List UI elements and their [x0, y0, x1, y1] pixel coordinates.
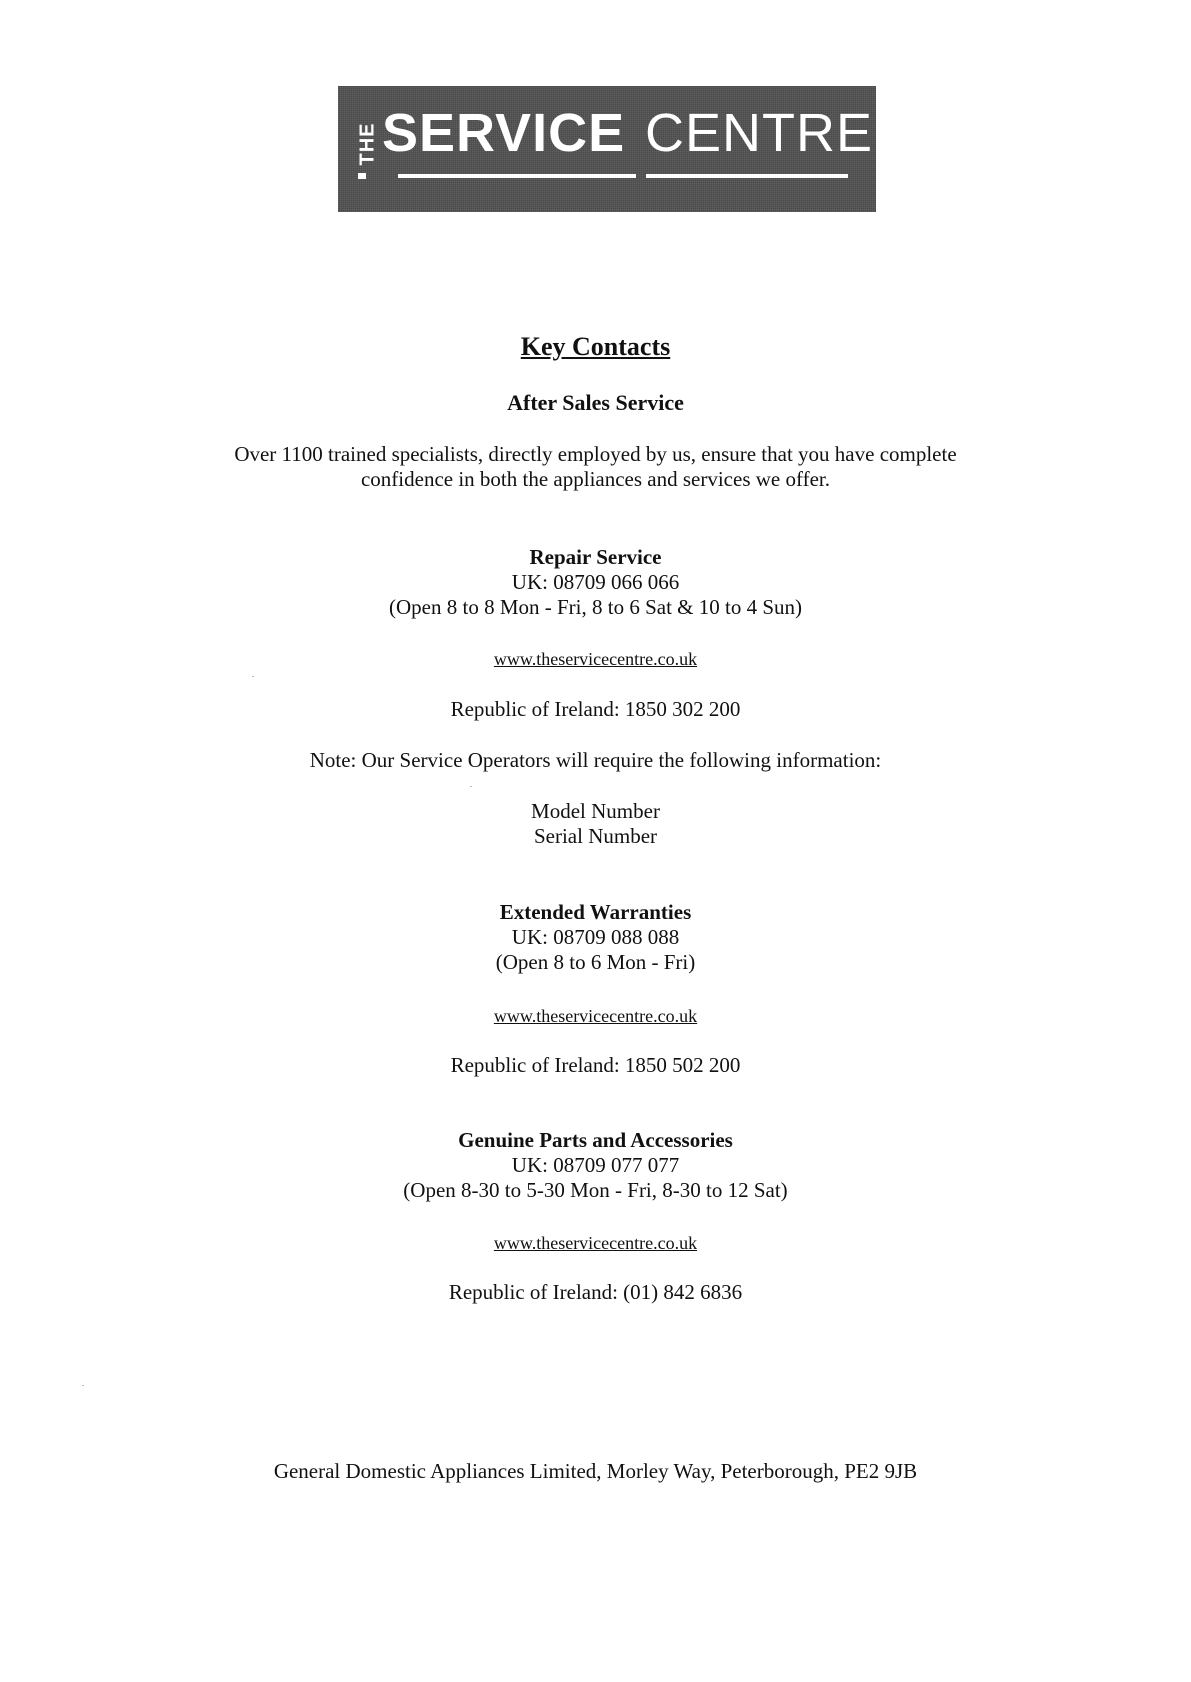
note-item-serial-number: Serial Number — [533, 824, 658, 848]
logo-rule-right — [646, 174, 848, 178]
service-centre-logo — [338, 86, 876, 212]
logo-rule-left — [398, 174, 636, 178]
logo-the-label: THE — [356, 122, 379, 166]
warranties-ireland-phone: Republic of Ireland: 1850 502 200 — [450, 1053, 741, 1077]
repair-opening-hours: (Open 8 to 8 Mon - Fri, 8 to 6 Sat & 10 to 4 Sun) — [389, 595, 802, 619]
scan-speck — [82, 1385, 84, 1386]
logo-dot — [358, 173, 366, 179]
warranties-opening-hours: (Open 8 to 6 Mon - Fri) — [495, 950, 696, 974]
footer-address: General Domestic Appliances Limited, Morley Way, Peterborough, PE2 9JB — [273, 1459, 918, 1483]
after-sales-intro-line2: confidence in both the appliances and services we offer. — [360, 467, 830, 491]
page-title: Key Contacts — [520, 332, 671, 361]
note-item-model-number: Model Number — [531, 799, 660, 823]
repair-website-link[interactable]: www.theservicecentre.co.uk — [493, 649, 698, 669]
warranties-website-link[interactable]: www.theservicecentre.co.uk — [493, 1006, 698, 1026]
repair-service-heading: Repair Service — [529, 545, 662, 569]
repair-uk-phone: UK: 08709 066 066 — [511, 570, 680, 594]
after-sales-heading: After Sales Service — [507, 390, 684, 415]
logo-centre-text: CENTRE — [645, 103, 874, 163]
after-sales-intro-line1: Over 1100 trained specialists, directly employed by us, ensure that you have complete — [234, 442, 957, 466]
scan-speck — [470, 786, 472, 787]
parts-uk-phone: UK: 08709 077 077 — [511, 1153, 680, 1177]
warranties-heading: Extended Warranties — [499, 900, 692, 924]
parts-heading: Genuine Parts and Accessories — [458, 1128, 733, 1152]
repair-ireland-phone: Republic of Ireland: 1850 302 200 — [450, 697, 741, 721]
logo-the-text — [356, 104, 380, 184]
parts-opening-hours: (Open 8-30 to 5-30 Mon - Fri, 8-30 to 12 Sat) — [403, 1178, 788, 1202]
warranties-uk-phone: UK: 08709 088 088 — [511, 925, 680, 949]
logo-service-text: SERVICE — [382, 103, 626, 163]
note-text: Note: Our Service Operators will require the following information: — [309, 748, 882, 772]
parts-website-link[interactable]: www.theservicecentre.co.uk — [493, 1233, 698, 1253]
scan-speck — [252, 676, 254, 677]
parts-ireland-phone: Republic of Ireland: (01) 842 6836 — [448, 1280, 743, 1304]
